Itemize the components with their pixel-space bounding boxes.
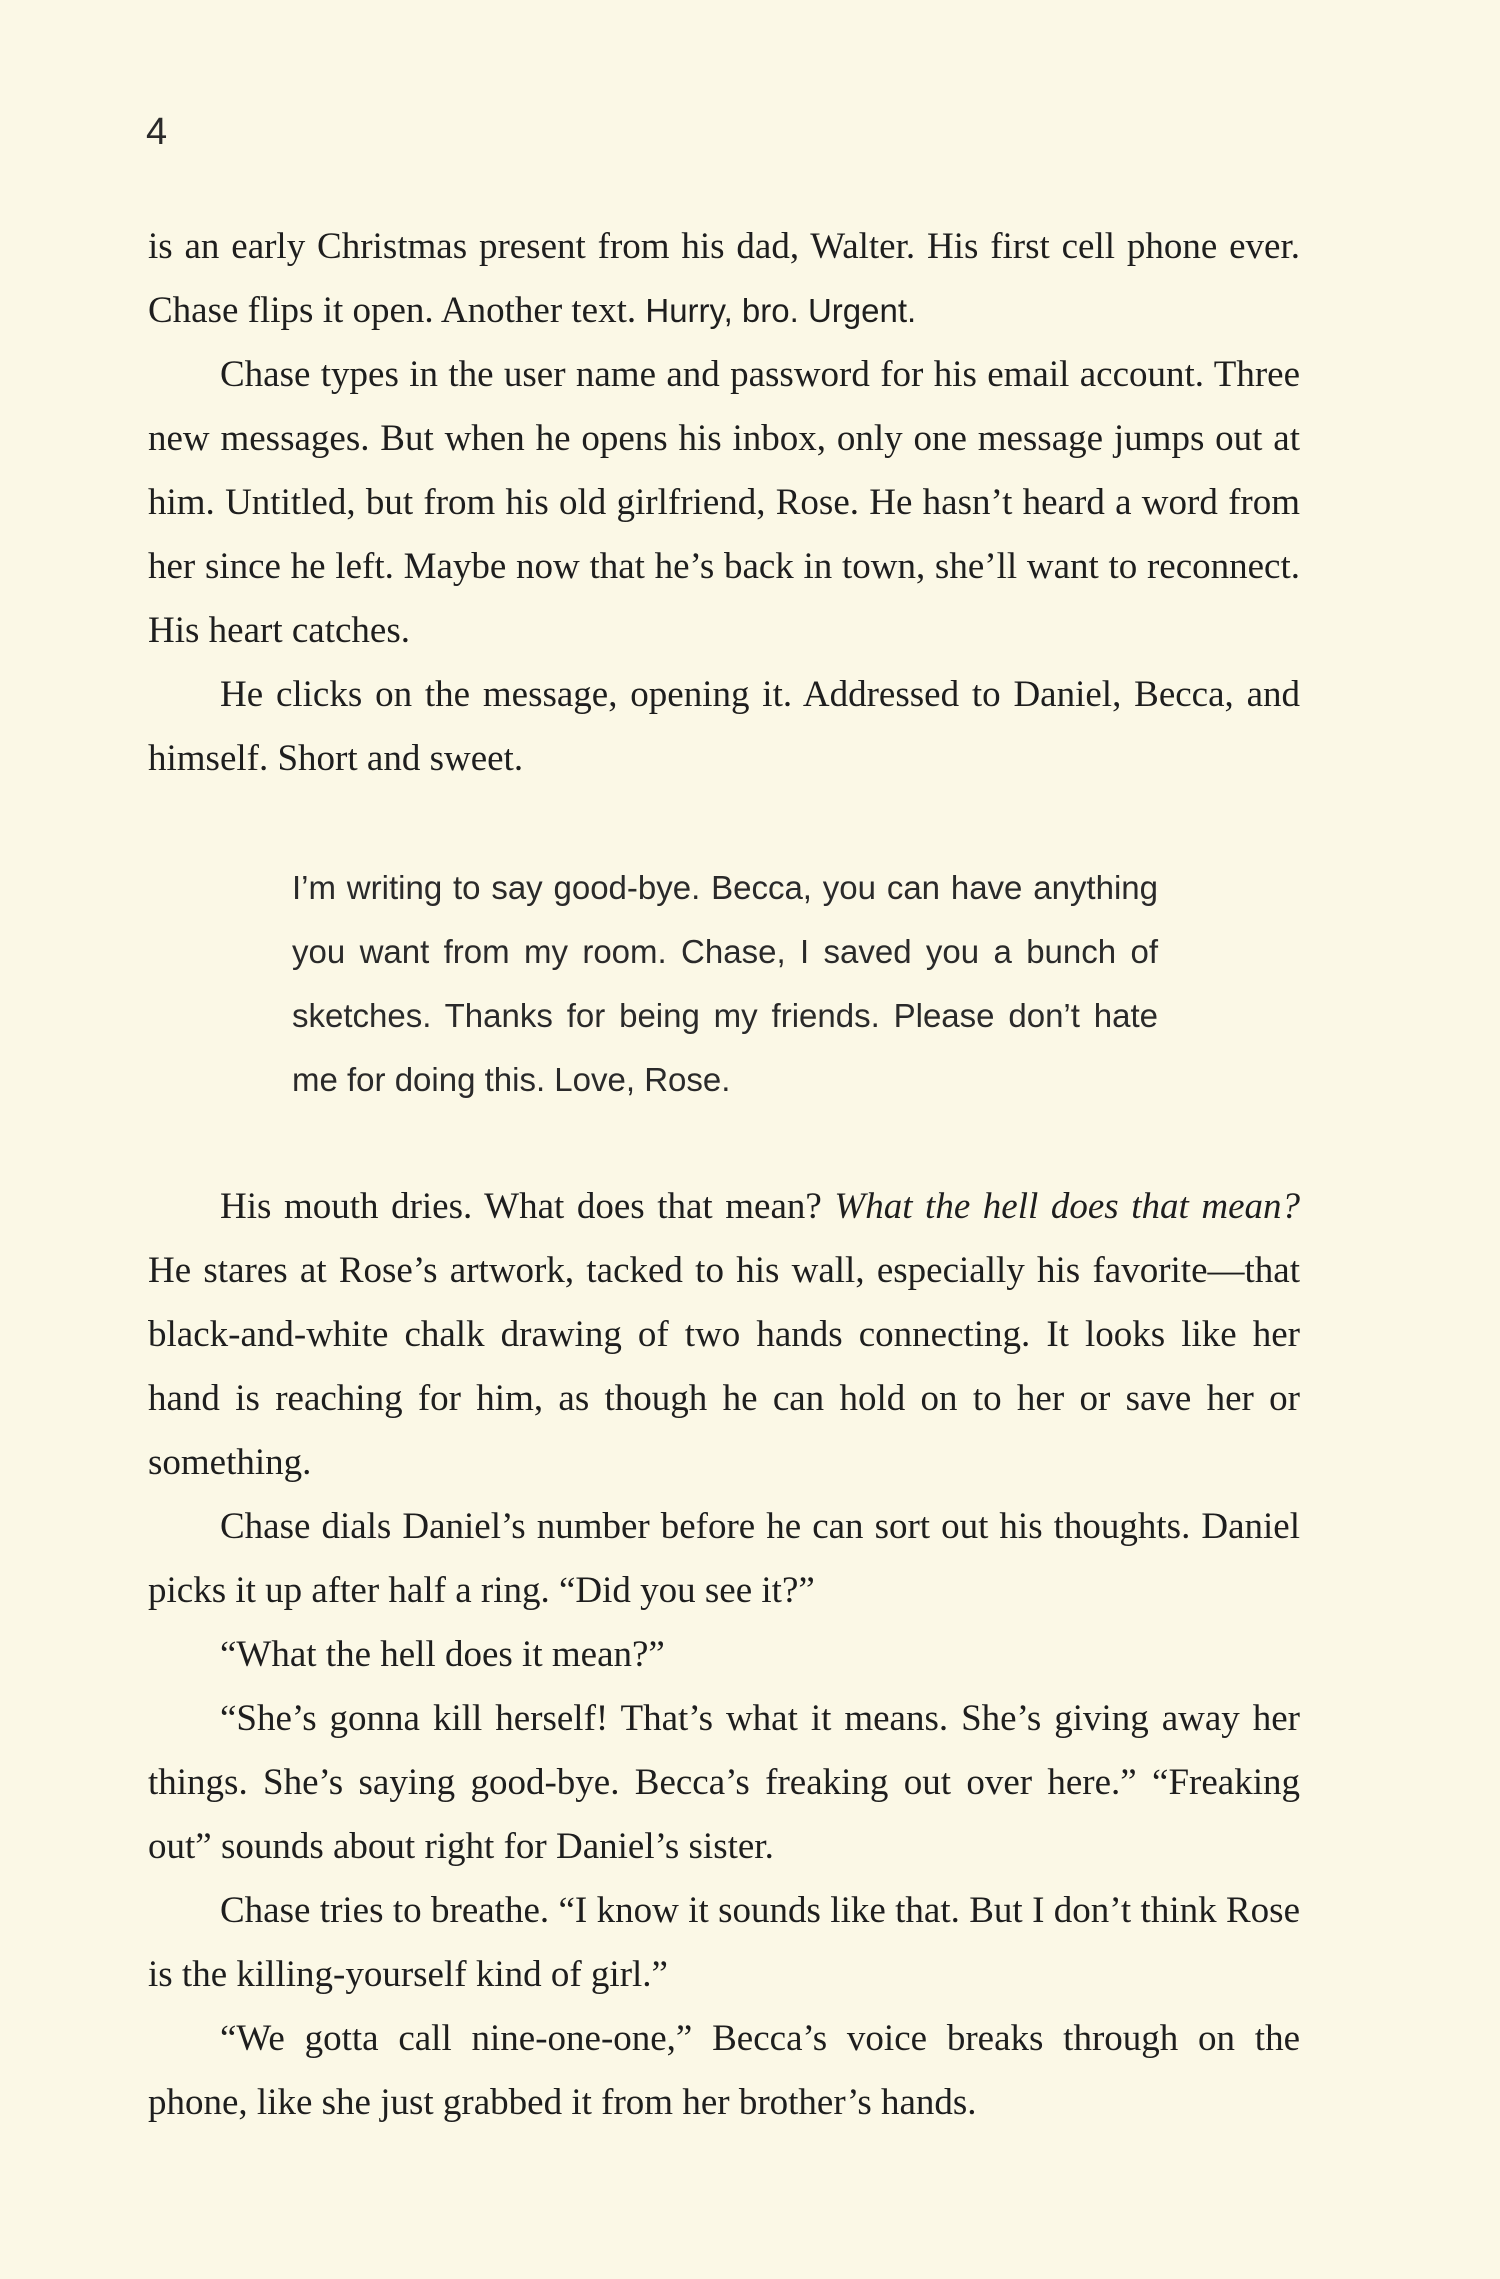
paragraph-4-rest: He stares at Rose’s artwork, tacked to his wall, especially his favorite—that black-and-white chalk drawing of two hands connecting. It looks like her hand is reaching for him, as though he can hold on to her or save her or something. (148, 1250, 1300, 1483)
text-block-top (148, 215, 1300, 791)
email-message-text: I’m writing to say good-bye. Becca, you can have anything you want from my room. Chase, I saved you a bunch of sketches. Thanks for being my friends. Please don’t hate me for doing this. Love, Rose. (292, 869, 1158, 1098)
paragraph-1-text: is an early Christmas present from his dad, Walter. His first cell phone ever. Chase flips it open. Another text. (148, 226, 1300, 331)
paragraph-5: Chase dials Daniel’s number before he can sort out his thoughts. Daniel picks it up after half a ring. “Did you see it?” (148, 1506, 1300, 1611)
email-message (292, 856, 1158, 1112)
paragraph-8: Chase tries to breathe. “I know it sounds like that. But I don’t think Rose is the killing-yourself kind of girl.” (148, 1890, 1300, 1995)
paragraph-9: “We gotta call nine-one-one,” Becca’s voice breaks through on the phone, like she just grabbed it from her brother’s hands. (148, 2018, 1300, 2123)
paragraph-3: He clicks on the message, opening it. Addressed to Daniel, Becca, and himself. Short and sweet. (148, 674, 1300, 779)
paragraph-7: “She’s gonna kill herself! That’s what it means. She’s giving away her things. She’s saying good-bye. Becca’s freaking out over here.” “Freaking out” sounds about right for Daniel’s sister. (148, 1698, 1300, 1867)
paragraph-2: Chase types in the user name and password for his email account. Three new messages. But when he opens his inbox, only one message jumps out at him. Untitled, but from his old girlfriend, Rose. He hasn’t heard a word from her since he left. Maybe now that he’s back in town, she’ll want to reconnect. His heart catches. (148, 354, 1300, 651)
page-number: 4 (146, 111, 168, 153)
paragraph-1 (148, 215, 1300, 343)
paragraph-4 (148, 1175, 1300, 1495)
paragraph-6: “What the hell does it mean?” (220, 1634, 665, 1675)
text-block-bottom (148, 1175, 1300, 2135)
paragraph-4-italic: What the hell does that mean? (834, 1186, 1300, 1227)
paragraph-4-start: His mouth dries. What does that mean? (220, 1186, 822, 1227)
text-message: Hurry, bro. Urgent. (645, 292, 917, 329)
